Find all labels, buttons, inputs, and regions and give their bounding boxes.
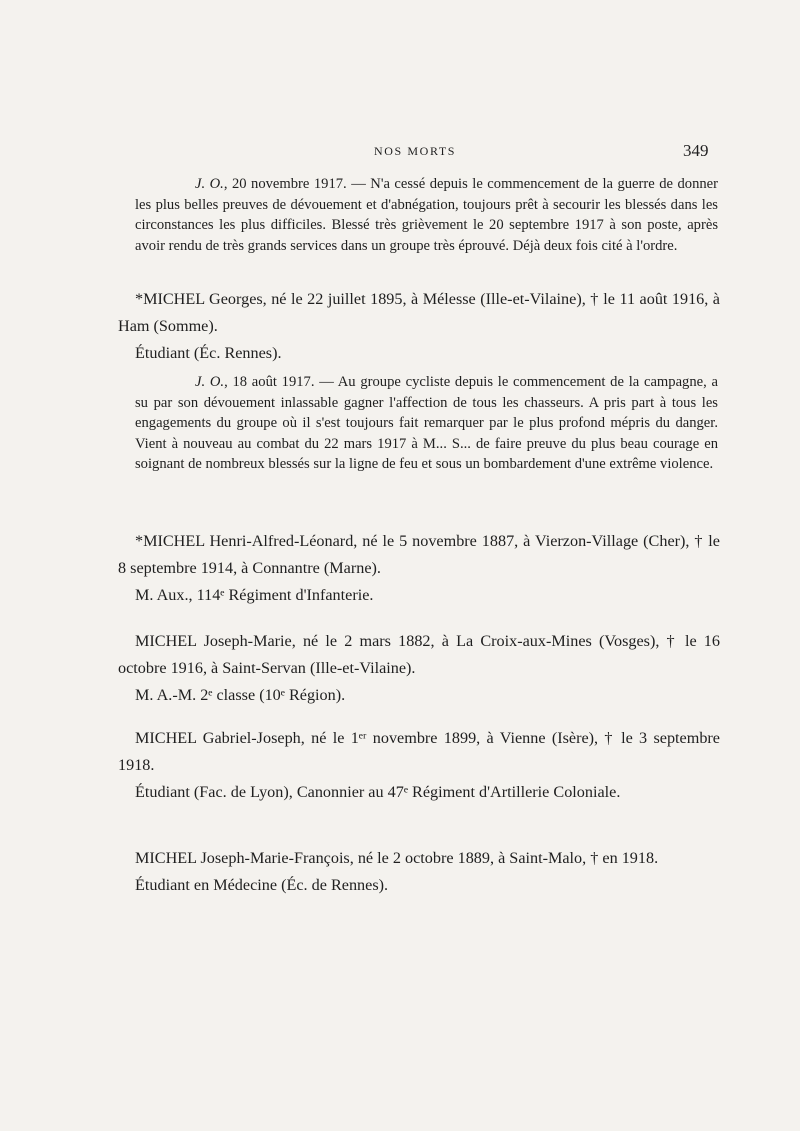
entry-4 <box>118 725 720 806</box>
entry-3-detail: M. A.-M. 2ᵉ classe (10ᵉ Région). <box>135 686 346 704</box>
citation-2-lead: J. O. <box>195 374 225 390</box>
entry-2-detail: M. Aux., 114ᵉ Régiment d'Infanterie. <box>135 586 374 604</box>
entry-2-heading: *MICHEL Henri-Alfred-Léonard, né le 5 novembre 1887, à Vierzon-Village (Cher), † le 8 septembre 1914, à Connantre (Marne). <box>118 532 720 577</box>
page-header <box>0 141 800 164</box>
entry-2 <box>118 528 720 609</box>
citation-1-text: , 20 novembre 1917. — N'a cessé depuis le commencement de la guerre de donner les plus belles preuves de dévouement et d'abnégation, toujours prêt à secourir les blessés dans les circonstances les plus difficiles. Blessé très grièvement le 20 septembre 1917 à son poste, après avoir rendu de très grands services dans un groupe très éprouvé. Déjà deux fois cité à l'ordre. <box>135 176 719 254</box>
entry-4-heading: MICHEL Gabriel-Joseph, né le 1ᵉʳ novembre 1899, à Vienne (Isère), † le 3 septembre 1918. <box>118 729 720 774</box>
entry-1-heading: *MICHEL Georges, né le 22 juillet 1895, à Mélesse (Ille-et-Vilaine), † le 11 août 1916, à Ham (Somme). <box>118 290 720 335</box>
running-title: NOS MORTS <box>374 144 457 158</box>
entry-5-detail: Étudiant en Médecine (Éc. de Rennes). <box>135 876 389 894</box>
entry-3-heading: MICHEL Joseph-Marie, né le 2 mars 1882, à La Croix-aux-Mines (Vosges), † le 16 octobre 1916, à Saint-Servan (Ille-et-Vilaine). <box>118 632 720 677</box>
entry-5 <box>118 845 720 899</box>
entry-3 <box>118 628 720 709</box>
page-number: 349 <box>683 141 709 160</box>
citation-2 <box>135 372 718 475</box>
entry-1 <box>118 286 720 367</box>
entry-1-detail: Étudiant (Éc. Rennes). <box>135 344 282 362</box>
citation-1 <box>135 174 718 256</box>
entry-5-heading: MICHEL Joseph-Marie-François, né le 2 octobre 1889, à Saint-Malo, † en 1918. <box>135 849 659 867</box>
citation-1-lead: J. O. <box>195 176 224 192</box>
citation-2-text: , 18 août 1917. — Au groupe cycliste depuis le commencement de la campagne, a su par son dévouement inlassable gagner l'affection de tous les chasseurs. A pris part à tous les engagements du groupe où il s'est toujours fait remarquer par le plus profond mépris du danger. Vient à nouveau au combat du 22 mars 1917 à M... S... de faire preuve du plus beau courage en soignant de nombreux blessés sur la ligne de feu et sous un bombardement d'une extrême violence. <box>135 374 718 473</box>
entry-4-detail: Étudiant (Fac. de Lyon), Canonnier au 47ᵉ Régiment d'Artillerie Coloniale. <box>135 783 621 801</box>
